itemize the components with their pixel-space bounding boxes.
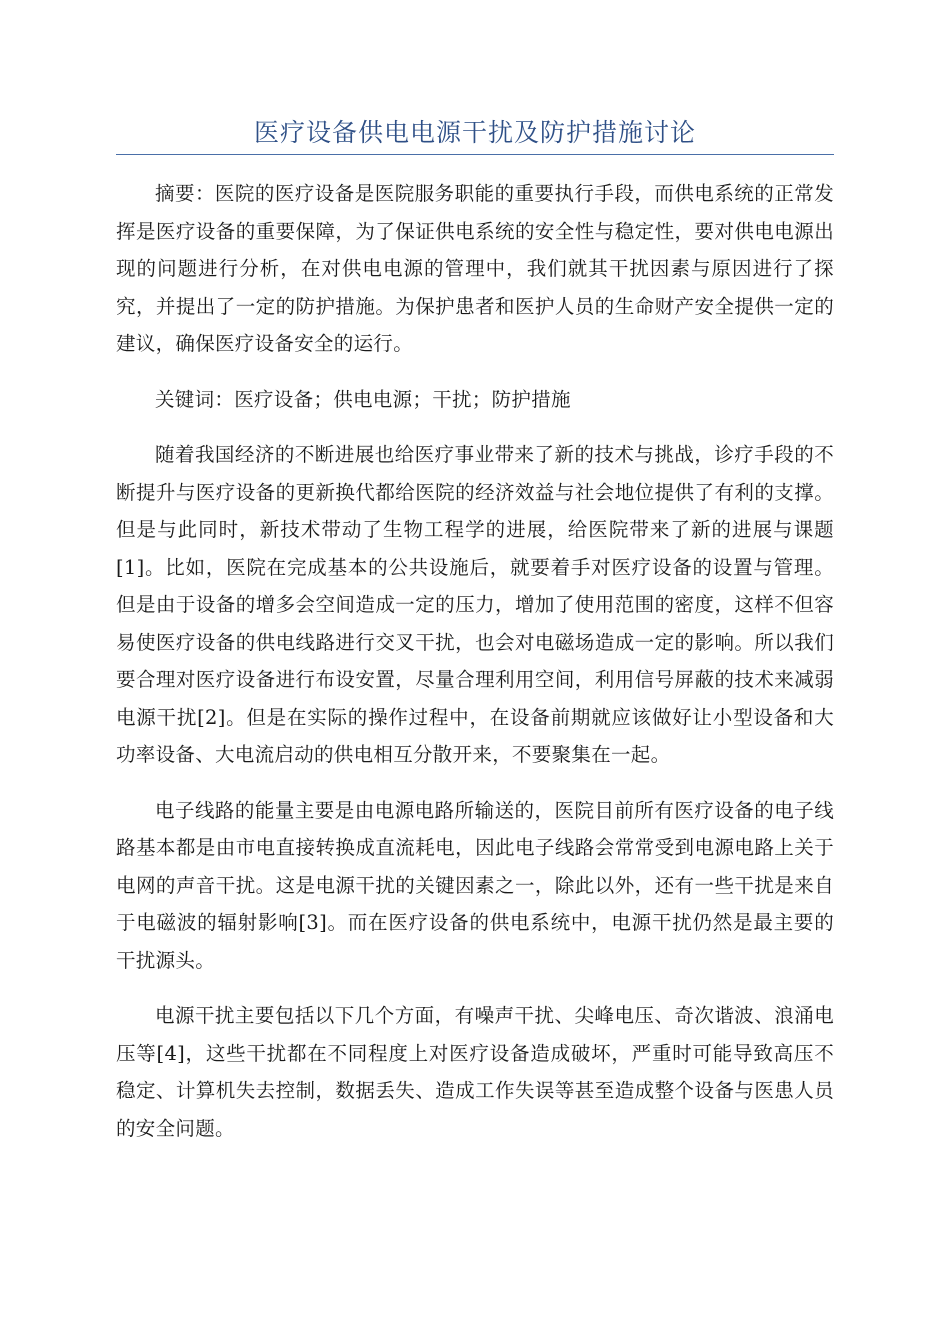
title-underline <box>116 154 834 155</box>
abstract-paragraph: 摘要：医院的医疗设备是医院服务职能的重要执行手段，而供电系统的正常发挥是医疗设备的重要保障，为了保证供电系统的安全性与稳定性，要对供电电源出现的问题进行分析，在对供电电源的管理中，我们就其干扰因素与原因进行了探究，并提出了一定的防护措施。为保护患者和医护人员的生命财产安全提供一定的建议，确保医疗设备安全的运行。 <box>116 182 834 355</box>
body-paragraph-3: 电源干扰主要包括以下几个方面，有噪声干扰、尖峰电压、奇次谐波、浪涌电压等[4]，这些干扰都在不同程度上对医疗设备造成破坏，严重时可能导致高压不稳定、计算机失去控制，数据丢失、造成工作失误等甚至造成整个设备与医患人员的安全问题。 <box>116 1004 834 1140</box>
document-title: 医疗设备供电电源干扰及防护措施讨论 <box>253 118 696 147</box>
keywords-line: 关键词：医疗设备；供电电源；干扰；防护措施 <box>155 387 571 411</box>
body-paragraph-1: 随着我国经济的不断进展也给医疗事业带来了新的技术与挑战，诊疗手段的不断提升与医疗设备的更新换代都给医院的经济效益与社会地位提供了有利的支撑。但是与此同时，新技术带动了生物工程学的进展，给医院带来了新的进展与课题[1]。比如，医院在完成基本的公共设施后，就要着手对医疗设备的设置与管理。但是由于设备的增多会空间造成一定的压力，增加了使用范围的密度，这样不但容易使医疗设备的供电线路进行交叉干扰，也会对电磁场造成一定的影响。所以我们要合理对医疗设备进行布设安置，尽量合理利用空间，利用信号屏蔽的技术来减弱电源干扰[2]。但是在实际的操作过程中，在设备前期就应该做好让小型设备和大功率设备、大电流启动的供电相互分散开来，不要聚集在一起。 <box>116 443 834 766</box>
document-body <box>116 175 834 1165</box>
body-paragraph-2: 电子线路的能量主要是由电源电路所输送的，医院目前所有医疗设备的电子线路基本都是由市电直接转换成直流耗电，因此电子线路会常常受到电源电路上关于电网的声音干扰。这是电源干扰的关键因素之一，除此以外，还有一些干扰是来自于电磁波的辐射影响[3]。而在医疗设备的供电系统中，电源干扰仍然是最主要的干扰源头。 <box>116 798 834 972</box>
